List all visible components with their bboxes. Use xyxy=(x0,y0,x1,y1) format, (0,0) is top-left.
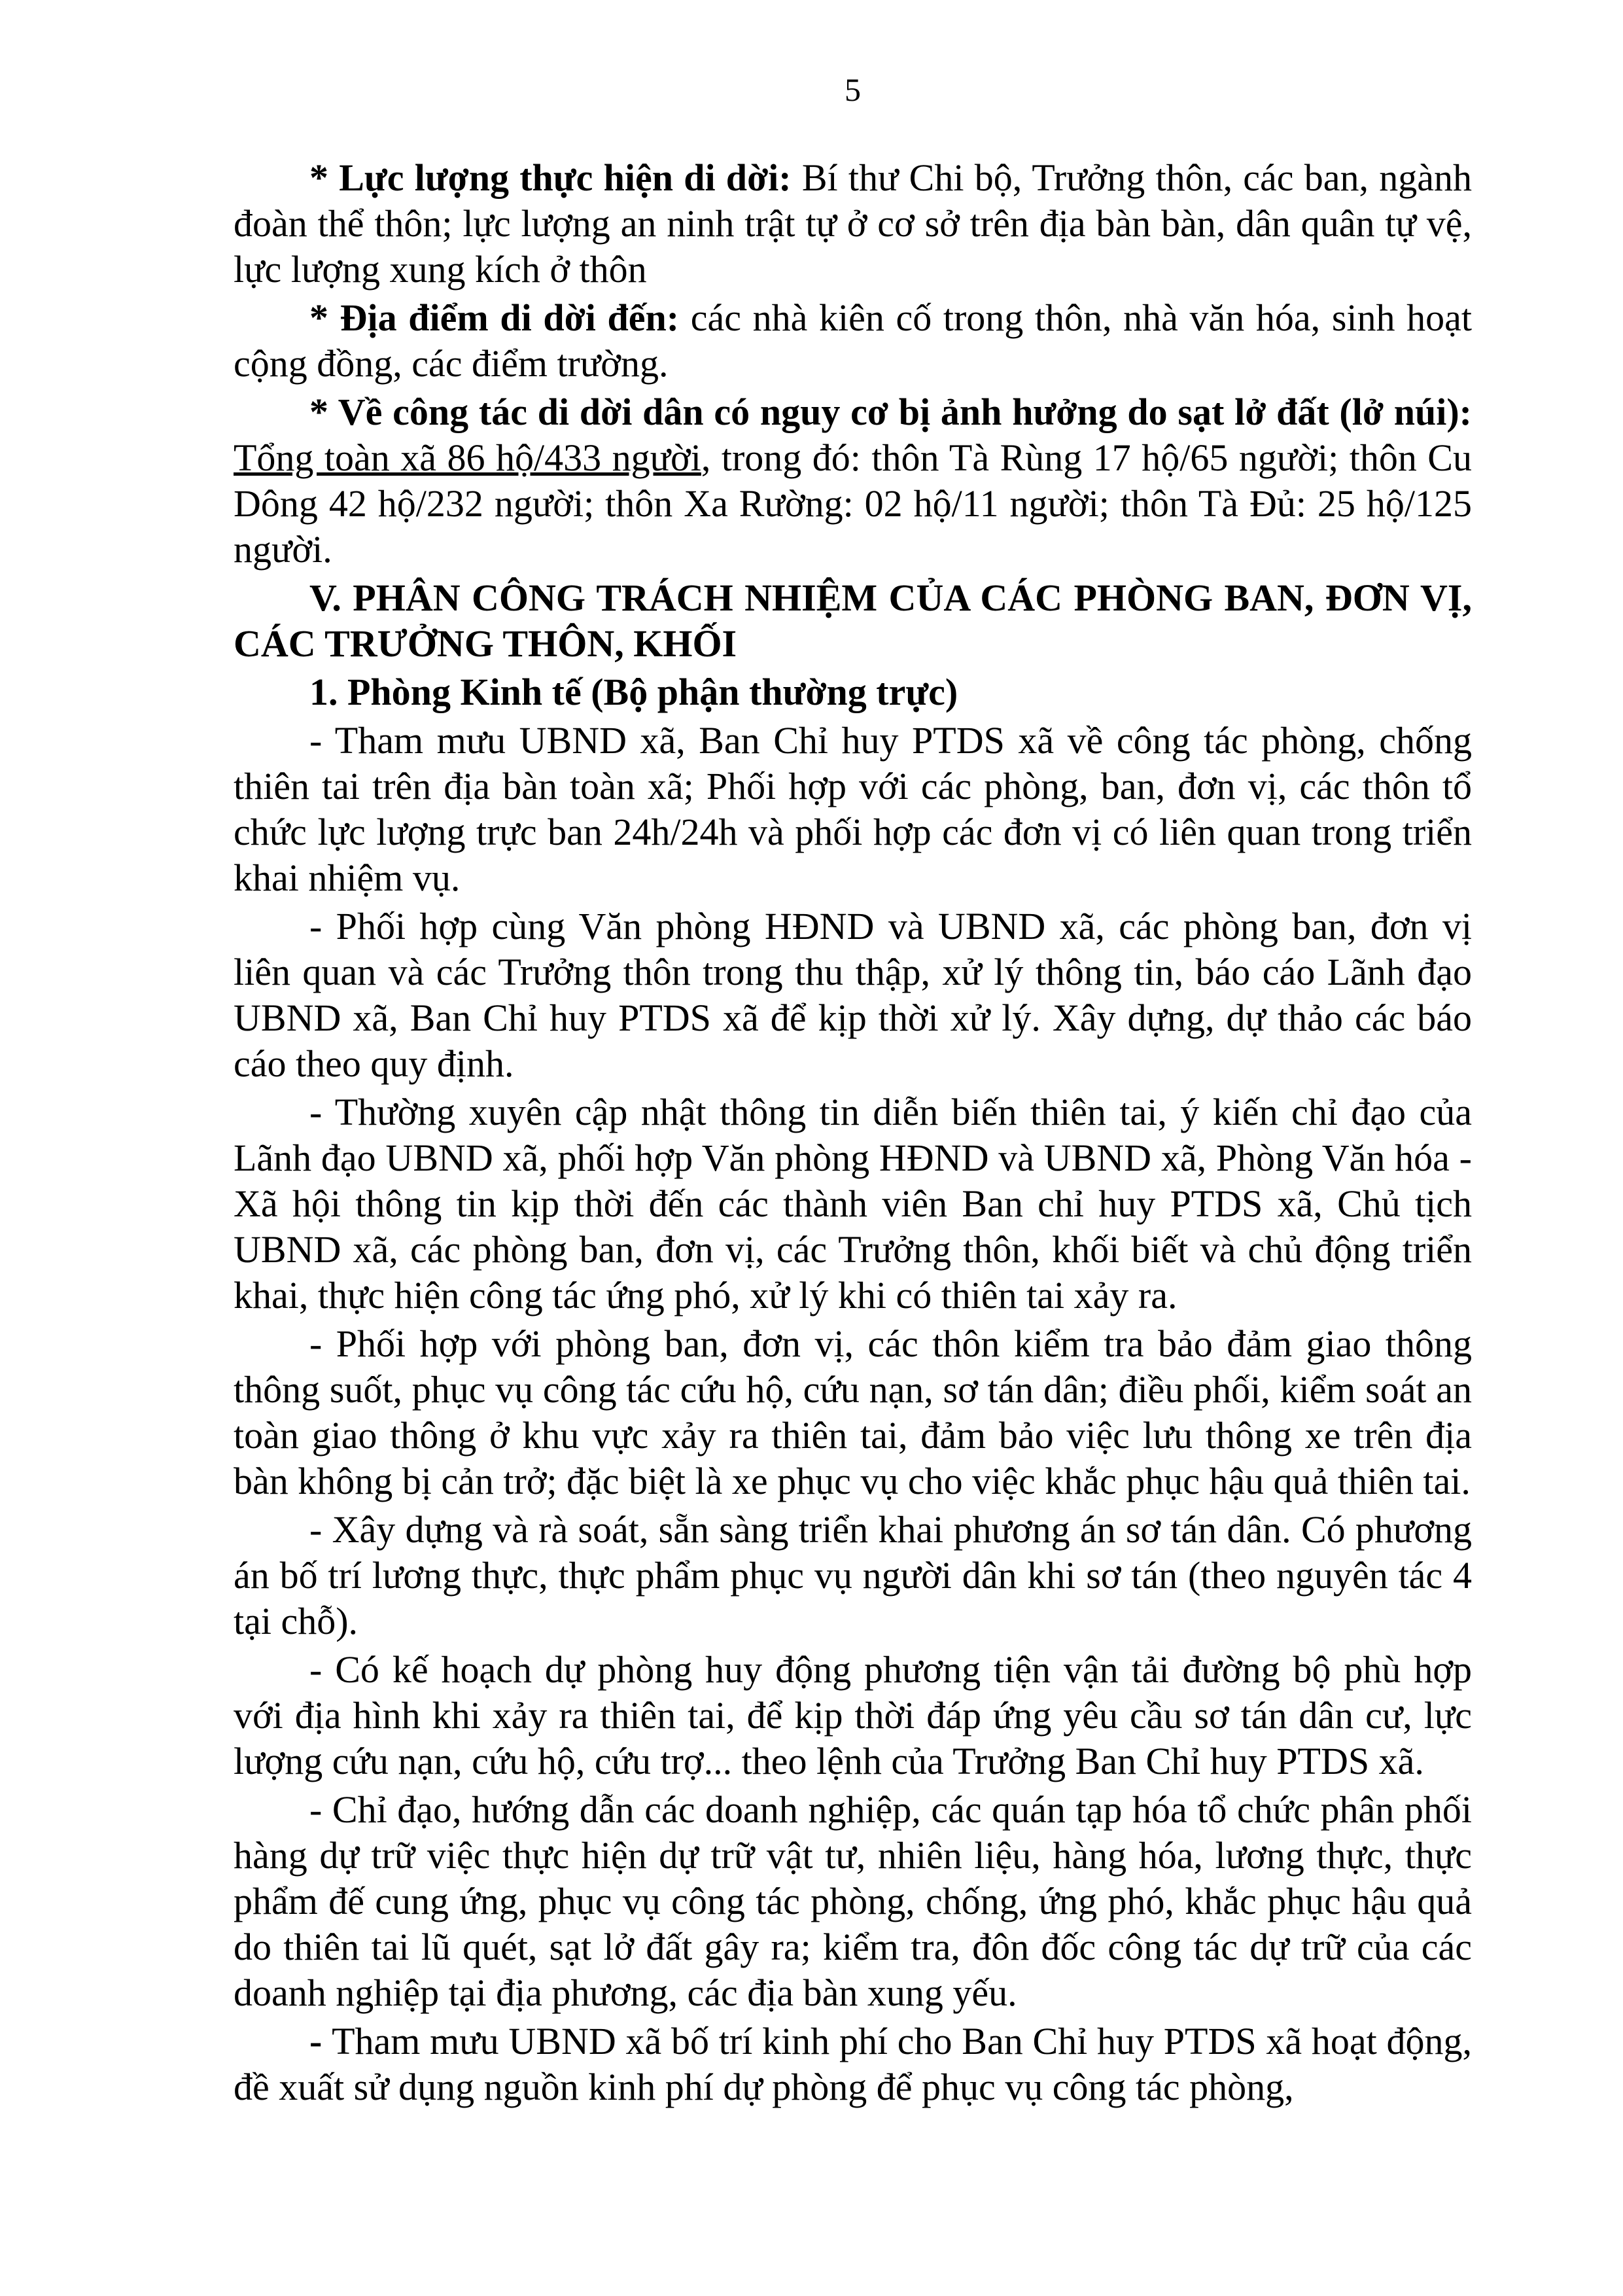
paragraph-4 xyxy=(234,575,1472,667)
text-run: các nhà kiên cố trong thôn, nhà văn hóa, sinh hoạt cộng đồng, các điểm trường. xyxy=(234,296,1472,385)
bold-text-run: V. PHÂN CÔNG TRÁCH NHIỆM CỦA CÁC PHÒNG BAN, ĐƠN VỊ, CÁC TRƯỞNG THÔN, KHỐI xyxy=(234,576,1472,665)
bold-text-run: * Lực lượng thực hiện di dời: xyxy=(309,156,802,199)
paragraph-11 xyxy=(234,1647,1472,1784)
paragraph-10 xyxy=(234,1507,1472,1644)
text-run: - Xây dựng và rà soát, sẵn sàng triển khai phương án sơ tán dân. Có phương án bố trí lương thực, thực phẩm phục vụ người dân khi sơ tán (theo nguyên tác 4 tại chỗ). xyxy=(234,1508,1472,1642)
text-run: - Tham mưu UBND xã, Ban Chỉ huy PTDS xã về công tác phòng, chống thiên tai trên địa bàn toàn xã; Phối hợp với các phòng, ban, đơn vị, các thôn tổ chức lực lượng trực ban 24h/24h và phối hợp các đơn vị có liên quan trong triển khai nhiệm vụ. xyxy=(234,719,1472,899)
paragraph-2 xyxy=(234,295,1472,387)
paragraph-12 xyxy=(234,1787,1472,2016)
paragraph-5 xyxy=(234,669,1472,715)
bold-text-run: - xyxy=(309,2020,332,2062)
bold-text-run: * Về công tác di dời dân có nguy cơ bị ảnh hưởng do sạt lở đất (lở núi): xyxy=(309,391,1472,433)
document-body xyxy=(234,155,1472,2110)
paragraph-1 xyxy=(234,155,1472,292)
paragraph-3 xyxy=(234,389,1472,573)
page-number: 5 xyxy=(845,71,861,108)
paragraph-7 xyxy=(234,904,1472,1087)
underlined-text-run: Tổng toàn xã 86 hộ/433 người xyxy=(234,436,701,479)
text-run: - Thường xuyên cập nhật thông tin diễn biến thiên tai, ý kiến chỉ đạo của Lãnh đạo UBND xã, phối hợp Văn phòng HĐND và UBND xã, Phòng Văn hóa - Xã hội thông tin kịp thời đến các thành viên Ban chỉ huy PTDS xã, Chủ tịch UBND xã, các phòng ban, đơn vị, các Trưởng thôn, khối biết và chủ động triển khai, thực hiện công tác ứng phó, xử lý khi có thiên tai xảy ra. xyxy=(234,1091,1472,1316)
bold-text-run: 1. Phòng Kinh tế (Bộ phận thường trực) xyxy=(309,671,958,713)
paragraph-13 xyxy=(234,2019,1472,2110)
paragraph-9 xyxy=(234,1321,1472,1504)
paragraph-8 xyxy=(234,1089,1472,1318)
text-run: Tham mưu UBND xã bố trí kinh phí cho Ban Chỉ huy PTDS xã hoạt động, đề xuất sử dụng nguồn kinh phí dự phòng để phục vụ công tác phòng, xyxy=(234,2020,1472,2108)
text-run: - Phối hợp cùng Văn phòng HĐND và UBND xã, các phòng ban, đơn vị liên quan và các Trưởng thôn trong thu thập, xử lý thông tin, báo cáo Lãnh đạo UBND xã, Ban Chỉ huy PTDS xã để kịp thời xử lý. Xây dựng, dự thảo các báo cáo theo quy định. xyxy=(234,905,1472,1085)
text-run: Bí thư Chi bộ, Trưởng thôn, các ban, ngành đoàn thể thôn; lực lượng an ninh trật tự ở cơ sở trên địa bàn bàn, dân quân tự vệ, lực lượng xung kích ở thôn xyxy=(234,156,1472,291)
paragraph-6 xyxy=(234,718,1472,901)
bold-text-run: * Địa điểm di dời đến: xyxy=(309,296,691,339)
text-run: - Phối hợp với phòng ban, đơn vị, các thôn kiểm tra bảo đảm giao thông thông suốt, phục vụ công tác cứu hộ, cứu nạn, sơ tán dân; điều phối, kiểm soát an toàn giao thông ở khu vực xảy ra thiên tai, đảm bảo việc lưu thông xe trên địa bàn không bị cản trở; đặc biệt là xe phục vụ cho việc khắc phục hậu quả thiên tai. xyxy=(234,1322,1472,1502)
text-run: - Có kế hoạch dự phòng huy động phương tiện vận tải đường bộ phù hợp với địa hình khi xảy ra thiên tai, để kịp thời đáp ứng yêu cầu sơ tán dân cư, lực lượng cứu nạn, cứu hộ, cứu trợ... theo lệnh của Trưởng Ban Chỉ huy PTDS xã. xyxy=(234,1648,1472,1782)
text-run: - Chỉ đạo, hướng dẫn các doanh nghiệp, các quán tạp hóa tổ chức phân phối hàng dự trữ việc thực hiện dự trữ vật tư, nhiên liệu, hàng hóa, lương thực, thực phẩm đế cung ứng, phục vụ công tác phòng, chống, ứng phó, khắc phục hậu quả do thiên tai lũ quét, sạt lở đất gây ra; kiểm tra, đôn đốc công tác dự trữ của các doanh nghiệp tại địa phương, các địa bàn xung yếu. xyxy=(234,1788,1472,2014)
text-run: , trong đó: thôn Tà Rùng 17 hộ/65 người; thôn Cu Dông 42 hộ/232 người; thôn Xa Rường: 02 hộ/11 người; thôn Tà Đủ: 25 hộ/125 người. xyxy=(234,436,1472,571)
